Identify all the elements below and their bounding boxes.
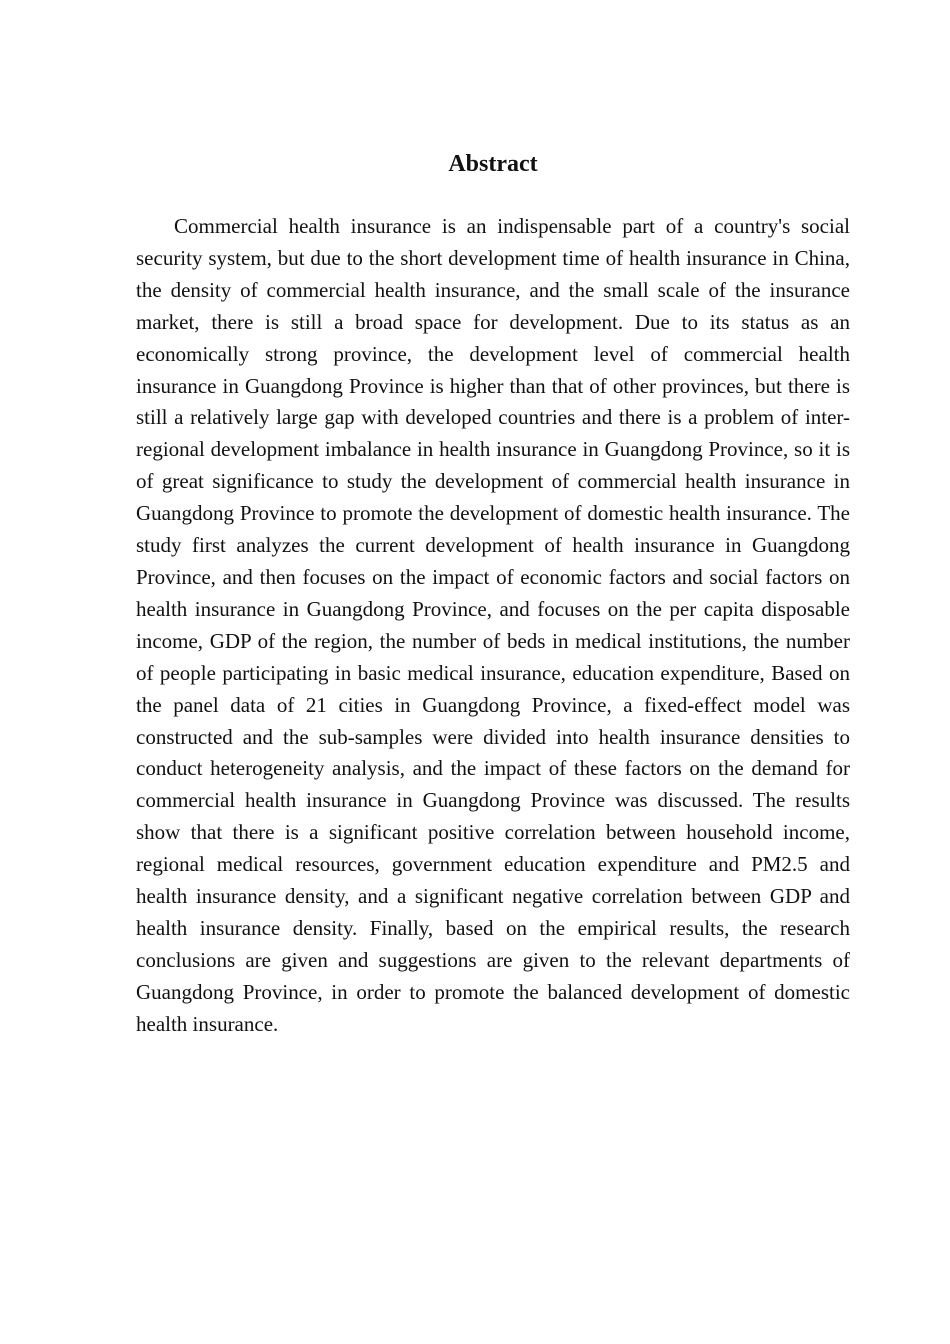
- abstract-title: Abstract: [448, 151, 538, 177]
- abstract-paragraph: Commercial health insurance is an indispensable part of a country's social security system, but due to the short development time of health insurance in China, the density of commercial health insurance, and the small scale of the insurance market, there is still a broad space for development. Due to its status as an economically strong province, the development level of commercial health insurance in Guangdong Province is higher than that of other provinces, but there is still a relatively large gap with developed countries and there is a problem of inter-regional development imbalance in health insurance in Guangdong Province, so it is of great significance to study the development of commercial health insurance in Guangdong Province to promote the development of domestic health insurance. The study first analyzes the current development of health insurance in Guangdong Province, and then focuses on the impact of economic factors and social factors on health insurance in Guangdong Province, and focuses on the per capita disposable income, GDP of the region, the number of beds in medical institutions, the number of people participating in basic medical insurance, education expenditure, Based on the panel data of 21 cities in Guangdong Province, a fixed-effect model was constructed and the sub-samples were divided into health insurance densities to conduct heterogeneity analysis, and the impact of these factors on the demand for commercial health insurance in Guangdong Province was discussed. The results show that there is a significant positive correlation between household income, regional medical resources, government education expenditure and PM2.5 and health insurance density, and a significant negative correlation between GDP and health insurance density. Finally, based on the empirical results, the research conclusions are given and suggestions are given to the relevant departments of Guangdong Province, in order to promote the balanced development of domestic health insurance.: [136, 214, 850, 1036]
